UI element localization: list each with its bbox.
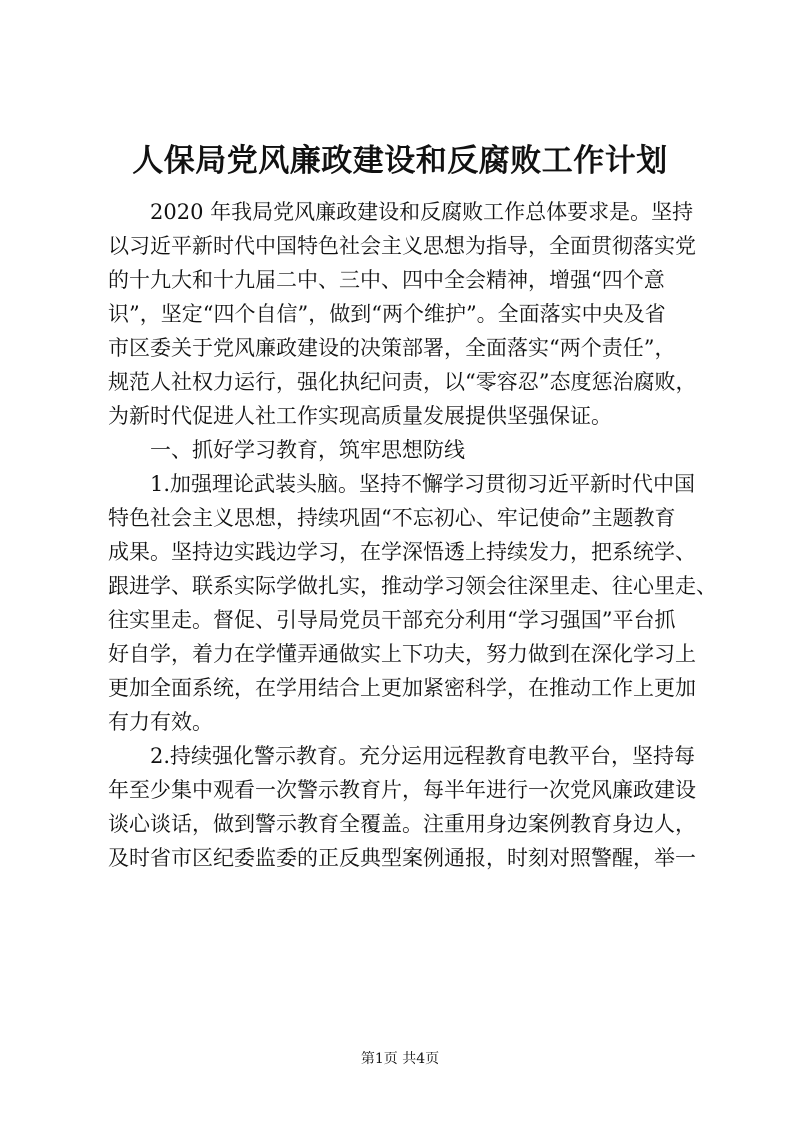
body-line: 规范人社权力运行，强化执纪问责，以“零容忍”态度惩治腐败， bbox=[108, 370, 697, 394]
body-line: 特色社会主义思想，持续巩固“不忘初心、牢记使命”主题教育 bbox=[108, 506, 676, 530]
page-footer: 第1页 共4页 bbox=[360, 1051, 440, 1067]
body-line: 谈心谈话，做到警示教育全覆盖。注重用身边案例教育身边人， bbox=[108, 812, 696, 836]
body-line: 1.加强理论武装头脑。坚持不懈学习贯彻习近平新时代中国 bbox=[108, 472, 696, 496]
body-line: 跟进学、联系实际学做扎实，推动学习领会往深里走、往心里走、 bbox=[108, 574, 717, 598]
body-line: 2.持续强化警示教育。充分运用远程教育电教平台，坚持每 bbox=[108, 744, 696, 768]
body-line: 为新时代促进人社工作实现高质量发展提供坚强保证。 bbox=[108, 404, 612, 428]
body-line: 成果。坚持边实践边学习，在学深悟透上持续发力，把系统学、 bbox=[108, 540, 696, 564]
document-title: 人保局党风廉政建设和反腐败工作计划 bbox=[132, 143, 668, 179]
body-line: 2020 年我局党风廉政建设和反腐败工作总体要求是。坚持 bbox=[108, 200, 694, 224]
document-body bbox=[108, 195, 717, 875]
body-line: 以习近平新时代中国特色社会主义思想为指导，全面贯彻落实党 bbox=[108, 234, 696, 258]
body-line: 好自学，着力在学懂弄通做实上下功夫，努力做到在深化学习上 bbox=[108, 642, 696, 666]
body-line: 更加全面系统，在学用结合上更加紧密科学，在推动工作上更加 bbox=[108, 676, 696, 700]
body-line: 及时省市区纪委监委的正反典型案例通报，时刻对照警醒，举一 bbox=[108, 846, 696, 870]
body-line: 的十九大和十九届二中、三中、四中全会精神，增强“四个意 bbox=[108, 268, 665, 292]
body-line: 市区委关于党风廉政建设的决策部署，全面落实“两个责任”， bbox=[108, 336, 676, 360]
body-line: 往实里走。督促、引导局党员干部充分利用“学习强国”平台抓 bbox=[108, 608, 676, 632]
section-heading: 一、抓好学习教育，筑牢思想防线 bbox=[108, 438, 465, 462]
body-line: 年至少集中观看一次警示教育片，每半年进行一次党风廉政建设 bbox=[108, 778, 696, 802]
body-line: 识”，坚定“四个自信”，做到“两个维护”。全面落实中央及省 bbox=[108, 302, 666, 326]
body-line: 有力有效。 bbox=[108, 710, 213, 734]
